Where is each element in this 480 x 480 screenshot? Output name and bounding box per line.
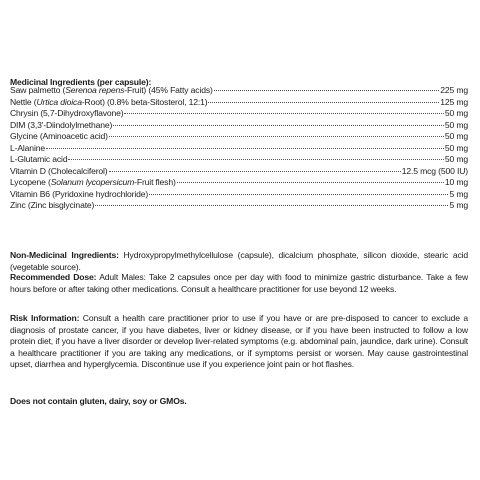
ingredient-row bbox=[10, 108, 468, 120]
ingredient-name-text: Lycopene ( bbox=[10, 177, 51, 188]
ingredient-name-suffix: -Root) (0.8% beta-Sitosterol, 12:1) bbox=[81, 96, 208, 107]
ingredient-name-text: Vitamin B6 (Pyridoxine hydrochloride) bbox=[10, 188, 149, 199]
allergen-statement: Does not contain gluten, dairy, soy or GMOs. bbox=[10, 396, 187, 406]
ingredient-name-suffix: -Fruit) (45% Fatty acids) bbox=[124, 85, 213, 95]
ingredient-name-text: DIM (3,3'-Diindolylmethane) bbox=[10, 119, 113, 130]
ingredient-latin-name: Urtica dioica bbox=[36, 96, 82, 107]
ingredient-name-text: Nettle ( bbox=[10, 96, 37, 107]
ingredient-amount: 12.5 mcg (500 IU) bbox=[401, 165, 468, 176]
dot-leader bbox=[109, 136, 444, 137]
ingredient-name-text: L-Glutamic acid bbox=[10, 154, 68, 165]
dot-leader bbox=[214, 90, 440, 91]
dose-text: Adult Males: Take 2 capsules once per day with food to minimize gastric disturbance. Take a few hours before or after taking other medications. Consult a healthcare practitioner for use beyond 12 weeks. bbox=[10, 272, 468, 294]
ingredient-name bbox=[10, 143, 45, 155]
dot-leader bbox=[113, 125, 444, 126]
ingredient-row bbox=[10, 200, 468, 212]
risk-section bbox=[10, 313, 468, 371]
dot-leader bbox=[208, 102, 439, 103]
dot-leader bbox=[124, 113, 443, 114]
ingredient-latin-name: Solanum lycopersicum bbox=[50, 177, 135, 188]
ingredient-name bbox=[10, 154, 67, 166]
ingredient-name-text: Saw palmetto ( bbox=[10, 85, 66, 95]
dot-leader bbox=[177, 182, 444, 183]
ingredient-row bbox=[10, 131, 468, 143]
ingredient-row bbox=[10, 97, 468, 109]
ingredient-amount: 50 mg bbox=[444, 131, 468, 142]
ingredient-amount: 10 mg bbox=[444, 177, 468, 188]
ingredient-name bbox=[10, 200, 94, 212]
non-medicinal-label: Non-Medicinal Ingredients: bbox=[10, 250, 119, 260]
ingredient-amount: 50 mg bbox=[444, 154, 468, 165]
dot-leader bbox=[46, 148, 444, 149]
non-medicinal-text: Hydroxypropylmethylcellulose (capsule), dicalcium phosphate, silicon dioxide, stearic acid (vegetable source). bbox=[10, 250, 468, 272]
ingredient-list bbox=[10, 85, 468, 212]
ingredient-latin-name: Serenoa repens bbox=[65, 85, 125, 95]
ingredient-name-text: Vitamin D (Cholecalciferol) bbox=[10, 165, 108, 176]
ingredient-name-text: L-Alanine bbox=[10, 142, 45, 153]
ingredient-row bbox=[10, 189, 468, 201]
ingredient-name bbox=[10, 166, 108, 178]
ingredient-row bbox=[10, 120, 468, 132]
ingredient-row bbox=[10, 154, 468, 166]
ingredient-name bbox=[10, 131, 108, 143]
dot-leader bbox=[149, 194, 448, 195]
dose-section bbox=[10, 272, 468, 295]
risk-text: Consult a health care practitioner prior to use if you have or are pre-disposed to cancer to exclude a diagnosis of prostate cancer, if you have diabetes, liver or kidney disease, or if you have been instructed to follow a low protein diet, if you have a liver disorder or develop liver-related symptoms (e.g. abdominal pain, jaundice, dark urine). Consult a healthcare practitioner if you are taking any medications, or if symptoms persist or worsen. May cause gastrointestinal upset, diarrhea and hyperglycemia. Discontinue use if you experience joint pain or hot flashes. bbox=[10, 313, 468, 369]
non-medicinal-section bbox=[10, 250, 468, 273]
ingredient-name bbox=[10, 108, 123, 120]
ingredient-name bbox=[10, 189, 148, 201]
ingredient-row bbox=[10, 85, 468, 97]
ingredient-row bbox=[10, 177, 468, 189]
ingredient-name bbox=[10, 177, 176, 189]
dot-leader bbox=[95, 205, 448, 206]
ingredient-name-text: Zinc (Zinc bisglycinate) bbox=[10, 200, 95, 211]
ingredient-name-suffix: -Fruit flesh) bbox=[134, 177, 176, 188]
ingredient-amount: 5 mg bbox=[449, 188, 468, 199]
ingredient-amount: 125 mg bbox=[440, 96, 468, 107]
dot-leader bbox=[109, 171, 401, 172]
ingredient-amount: 225 mg bbox=[440, 85, 468, 95]
dot-leader bbox=[68, 159, 443, 160]
ingredient-name bbox=[10, 85, 213, 97]
ingredient-row bbox=[10, 166, 468, 178]
ingredient-name bbox=[10, 120, 112, 132]
ingredient-name bbox=[10, 97, 207, 109]
ingredient-amount: 5 mg bbox=[449, 200, 468, 211]
dose-label: Recommended Dose: bbox=[10, 272, 97, 282]
risk-label: Risk Information: bbox=[10, 313, 80, 323]
ingredient-row bbox=[10, 143, 468, 155]
ingredient-amount: 50 mg bbox=[444, 108, 468, 119]
ingredient-name-text: Chrysin (5,7-Dihydroxyflavone) bbox=[10, 108, 124, 119]
ingredient-name-text: Glycine (Aminoacetic acid) bbox=[10, 131, 108, 142]
ingredients-heading: Medicinal Ingredients (per capsule): bbox=[10, 77, 152, 87]
ingredient-amount: 50 mg bbox=[444, 142, 468, 153]
ingredient-amount: 50 mg bbox=[444, 119, 468, 130]
